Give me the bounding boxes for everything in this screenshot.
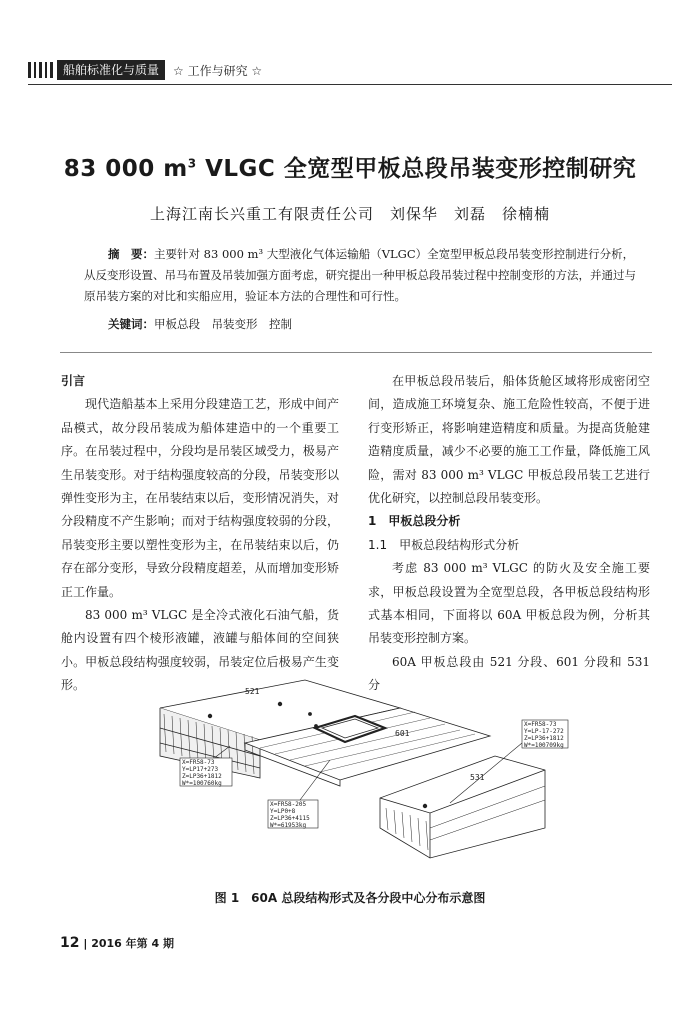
right-column: [368, 370, 650, 698]
paragraph: 考虑 83 000 m³ VLGC 的防火及安全施工要求，甲板总段设置为全宽型总段，各甲板总段结构形式基本相同，下面将以 60A 甲板总段为例，分析其吊装变形控制方案。: [368, 561, 650, 646]
svg-text:Z=LP36+1812: Z=LP36+1812: [524, 735, 564, 742]
svg-text:X=FR58-205: X=FR58-205: [270, 801, 307, 808]
keywords-text: 甲板总段 吊装变形 控制: [154, 317, 292, 331]
abstract: [84, 244, 640, 307]
coord-box-601: [268, 800, 318, 829]
svg-text:X=FR58-73: X=FR58-73: [524, 721, 557, 728]
journal-name: 船舶标准化与质量: [57, 60, 165, 80]
header-rule: [28, 84, 672, 85]
article-title: 83 000 $m^3$ VLGC 全宽型甲板总段吊装变形控制研究: [63, 156, 637, 182]
left-column: [61, 370, 339, 698]
section-divider: [60, 352, 652, 353]
coord-box-521: [180, 758, 232, 787]
hull-blocks-drawing: [150, 668, 570, 873]
svg-text:Z=LP36+1812: Z=LP36+1812: [182, 773, 222, 780]
keywords-label: 关键词：: [108, 317, 154, 331]
header-bars-decoration: [28, 62, 53, 78]
svg-text:W*=100760kg: W*=100760kg: [182, 780, 222, 787]
intro-heading: 引言: [61, 374, 86, 388]
svg-text:Y=LP-17-272: Y=LP-17-272: [524, 728, 564, 735]
authors: 上海江南长兴重工有限责任公司 刘保华 刘磊 徐楠楠: [149, 205, 550, 223]
label-531: 531: [470, 773, 485, 782]
running-header: [28, 60, 262, 80]
figure-caption: 图 1 60A 总段结构形式及各分段中心分布示意图: [214, 891, 486, 905]
block-531: [380, 756, 545, 858]
svg-text:Z=LP36+4115: Z=LP36+4115: [270, 815, 310, 822]
abstract-text: 主要针对 83 000 m³ 大型液化气体运输船（VLGC）全宽型甲板总段吊装变形控制进行分析，从反变形设置、吊马布置及吊装加强方面考虑，研究提出一种甲板总段吊装过程中控制变形的方法，并通过与原吊装方案的对比和实船应用，验证本方法的合理性和可行性。: [84, 247, 636, 303]
issue-info: 2016 年第 4 期: [91, 937, 174, 950]
svg-text:X=FR58-73: X=FR58-73: [182, 759, 215, 766]
abstract-label: 摘 要：: [108, 247, 154, 261]
label-601: 601: [395, 729, 410, 738]
svg-text:W*=61953kg: W*=61953kg: [270, 822, 307, 829]
svg-text:Y=LP17+273: Y=LP17+273: [182, 766, 219, 773]
section-name: ☆ 工作与研究 ☆: [173, 63, 263, 78]
svg-text:W*=100709kg: W*=100709kg: [524, 742, 564, 749]
keywords: [108, 316, 292, 332]
coord-box-531: [522, 720, 568, 749]
paragraph: 60A 甲板总段由 521 分段、601 分段和 531 分: [368, 654, 650, 693]
figure-1: [150, 668, 570, 873]
subsection-heading: 1.1 甲板总段结构形式分析: [368, 537, 520, 552]
page-number: 12: [60, 935, 80, 951]
paragraph: 83 000 m³ VLGC 是全冷式液化石油气船，货舱内设置有四个棱形液罐，液罐与船体间的空间狭小。甲板总段结构强度较弱，吊装定位后极易产生变形。: [61, 608, 339, 693]
page-footer: 12 | 2016 年第 4 期: [60, 935, 174, 951]
svg-text:Y=LP0+8: Y=LP0+8: [270, 808, 296, 815]
paragraph: 在甲板总段吊装后，船体货舱区域将形成密闭空间，造成施工环境复杂、施工危险性较高，不便于进行变形矫正，将影响建造精度和质量。为提高货舱建造精度质量，减少不必要的施工工作量，降低施工风险，需对 83 000 m³ VLGC 甲板总段吊装工艺进行优化研究，以控制总段吊装变形。: [368, 374, 650, 506]
section-heading: 1 甲板总段分析: [368, 514, 461, 529]
paragraph: 现代造船基本上采用分段建造工艺，形成中间产品模式，故分段吊装成为船体建造中的一个重要工序。在吊装过程中，分段均是吊装区域受力，极易产生吊装变形。对于结构强度较高的分段，吊装变形以弹性变形为主，在吊装结束以后，变形情况消失，对分段精度不产生影响；而对于结构强度较弱的分段，吊装变形主要以塑性变形为主，在吊装结束以后，仍存在部分变形，导致分段精度超差，从而增加变形矫正工作量。: [61, 397, 339, 599]
label-521: 521: [245, 687, 260, 696]
